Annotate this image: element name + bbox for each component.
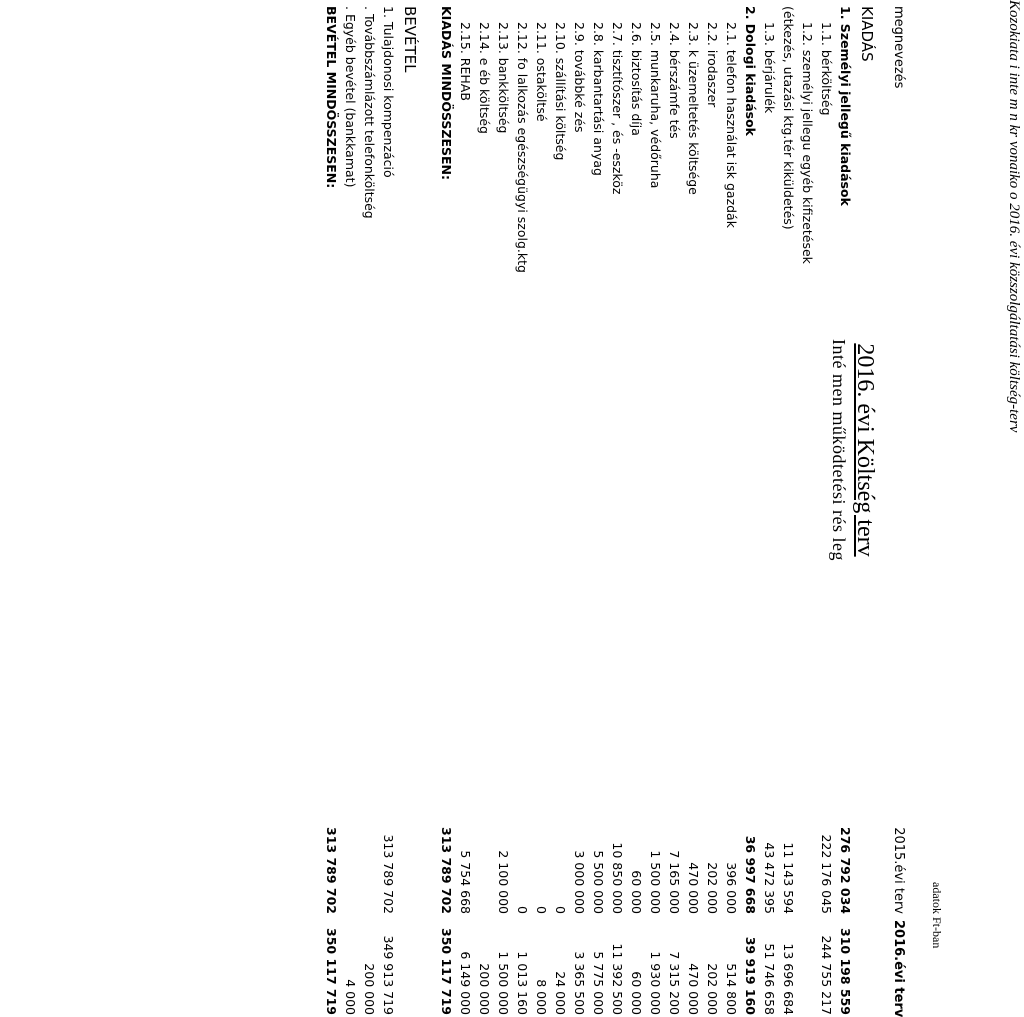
total-row: [436, 0, 454, 1015]
value-2016: 4 000: [343, 979, 358, 1015]
unit-note: adatok Ft-ban: [930, 882, 944, 949]
value-2016: 5 775 000: [591, 951, 606, 1015]
value-2016: 349 913 719: [381, 935, 396, 1015]
row-label: 2.4. bérszámfe tés: [667, 22, 682, 139]
row-label: 2.15. REHAB: [458, 22, 473, 101]
table-row: [740, 0, 758, 1015]
value-2016: 13 696 684: [781, 943, 796, 1015]
value-2015: 313 789 702: [324, 827, 339, 914]
value-2015: 3 000 000: [572, 850, 587, 914]
value-2015: 2 100 000: [496, 850, 511, 914]
value-2016: 350 117 719: [324, 928, 339, 1015]
column-header-2016: 2016.évi terv: [891, 920, 906, 1017]
row-label: 2.14. e éb költség: [477, 22, 492, 134]
table-row: [683, 0, 701, 1015]
value-2016: 8 000: [534, 979, 549, 1015]
row-label: 2.8. karbantartási anyag: [591, 22, 606, 176]
value-2016: 310 198 559: [838, 928, 853, 1015]
row-label: 1.3. bérjárulék: [762, 22, 777, 114]
value-2016: 7 315 200: [667, 951, 682, 1015]
value-2016: 60 000: [629, 971, 644, 1015]
row-label: BEVÉTEL MINDÖSSZESEN:: [324, 6, 339, 189]
row-label: 2.11. ostaköltsé: [534, 22, 549, 122]
document-title: 2016. évi Költség terv: [852, 343, 878, 557]
row-label: 2.1. telefon használat isk gazdák: [724, 22, 739, 228]
row-label: 2.6. biztosítás díja: [629, 22, 644, 136]
table-row: [835, 0, 853, 1015]
document-header-line: Kozokiata i inte m n kr vonaiko o 2016. évi közszolgáltatási költség-terv: [1006, 0, 1022, 433]
table-row: [512, 0, 530, 1015]
row-label: 2.12. fo lalkozás egészségügyi szolg.ktg: [515, 22, 530, 273]
value-2015: 222 176 045: [819, 834, 834, 914]
value-2016: 200 000: [362, 963, 377, 1015]
row-label: 2.13. bankköltség: [496, 22, 511, 134]
table-row: [455, 0, 473, 1015]
value-2015: 11 143 594: [781, 842, 796, 914]
value-2015: 276 792 034: [838, 827, 853, 914]
value-2016: 350 117 719: [439, 928, 454, 1015]
value-2016: 202 000: [705, 963, 720, 1015]
section-heading: [401, 0, 419, 719]
table-row: [816, 0, 834, 1015]
table-row: [607, 0, 625, 1015]
total-row: [321, 0, 339, 1015]
table-row: [759, 0, 777, 1015]
value-2015: 396 000: [724, 862, 739, 914]
value-2015: 5 754 668: [458, 850, 473, 914]
table-row: [721, 0, 739, 1015]
row-label: (étkezés, utazási ktg.tér kiküldetés): [781, 6, 796, 230]
row-label: 1. Tulajdonosi kompenzáció: [381, 6, 396, 178]
section-heading: [858, 0, 876, 719]
value-2015: 313 789 702: [381, 834, 396, 914]
row-label: 2.9. továbbké zés: [572, 22, 587, 133]
row-label: 2.3. k üzemeltetés költsége: [686, 22, 701, 195]
row-label: 1.1. bérköltség: [819, 22, 834, 116]
value-2016: 6 149 000: [458, 951, 473, 1015]
value-2015: 10 850 000: [610, 842, 625, 914]
section-heading-label: BEVÉTEL: [401, 6, 419, 73]
table-row: [493, 0, 511, 1015]
table-row: [626, 0, 644, 1015]
row-label: 2.7. tisztítószer , és -eszköz: [610, 22, 625, 195]
table-row: [340, 0, 358, 1015]
value-2015: 0: [534, 906, 549, 914]
table-row: [664, 0, 682, 1015]
value-2016: 1 500 000: [496, 951, 511, 1015]
value-2016: 1 930 000: [648, 951, 663, 1015]
value-2015: 313 789 702: [439, 827, 454, 914]
row-label: 1. Személyi jellegű kiadások: [838, 6, 853, 206]
table-row: [378, 0, 396, 1015]
value-2016: 1 013 160: [515, 951, 530, 1015]
table-row: [474, 0, 492, 1015]
table-row: [778, 0, 796, 1015]
column-header-name: megnevezés: [891, 6, 906, 89]
value-2016: 39 919 160: [743, 936, 758, 1015]
value-2016: 11 392 500: [610, 943, 625, 1015]
value-2016: 51 746 658: [762, 943, 777, 1015]
value-2015: 0: [553, 906, 568, 914]
value-2016: 514 800: [724, 963, 739, 1015]
table-row: [645, 0, 663, 1015]
document-subtitle: Inté men működtetési rés leg: [829, 339, 849, 561]
row-label: KIADÁS MINDÖSSZESEN:: [439, 6, 454, 181]
row-label: 2. Dologi kiadások: [743, 6, 758, 136]
value-2016: 244 755 217: [819, 935, 834, 1015]
table-row: [702, 0, 720, 1015]
value-2015: 0: [515, 906, 530, 914]
value-2015: 43 472 395: [762, 842, 777, 914]
value-2015: 202 000: [705, 862, 720, 914]
value-2015: 36 997 668: [743, 835, 758, 914]
table-row: [359, 0, 377, 1015]
row-label: 2.10. szállítási költség: [553, 22, 568, 161]
table-row: [531, 0, 549, 1015]
row-label: . Továbbszámlázott telefonköltség: [362, 6, 377, 219]
value-2016: 3 365 500: [572, 951, 587, 1015]
value-2015: 60 000: [629, 870, 644, 914]
value-2015: 5 500 000: [591, 850, 606, 914]
table-row: [569, 0, 587, 1015]
value-2015: 1 500 000: [648, 850, 663, 914]
table-row: [797, 0, 815, 719]
column-header-2015: 2015.évi terv: [891, 827, 906, 914]
value-2015: 470 000: [686, 862, 701, 914]
row-label: . Egyéb bevétel (bankkamat): [343, 6, 358, 188]
table-row: [588, 0, 606, 1015]
row-label: 1.2. személyi jellegu egyéb kifizetések: [800, 22, 815, 264]
value-2016: 24 000: [553, 971, 568, 1015]
value-2016: 200 000: [477, 963, 492, 1015]
row-label: 2.2. irodaszer: [705, 22, 720, 108]
value-2016: 470 000: [686, 963, 701, 1015]
value-2015: 7 165 000: [667, 850, 682, 914]
table-row: [550, 0, 568, 1015]
row-label: 2.5. munkaruha, védőruha: [648, 22, 663, 189]
section-heading-label: KIADÁS: [858, 6, 876, 62]
